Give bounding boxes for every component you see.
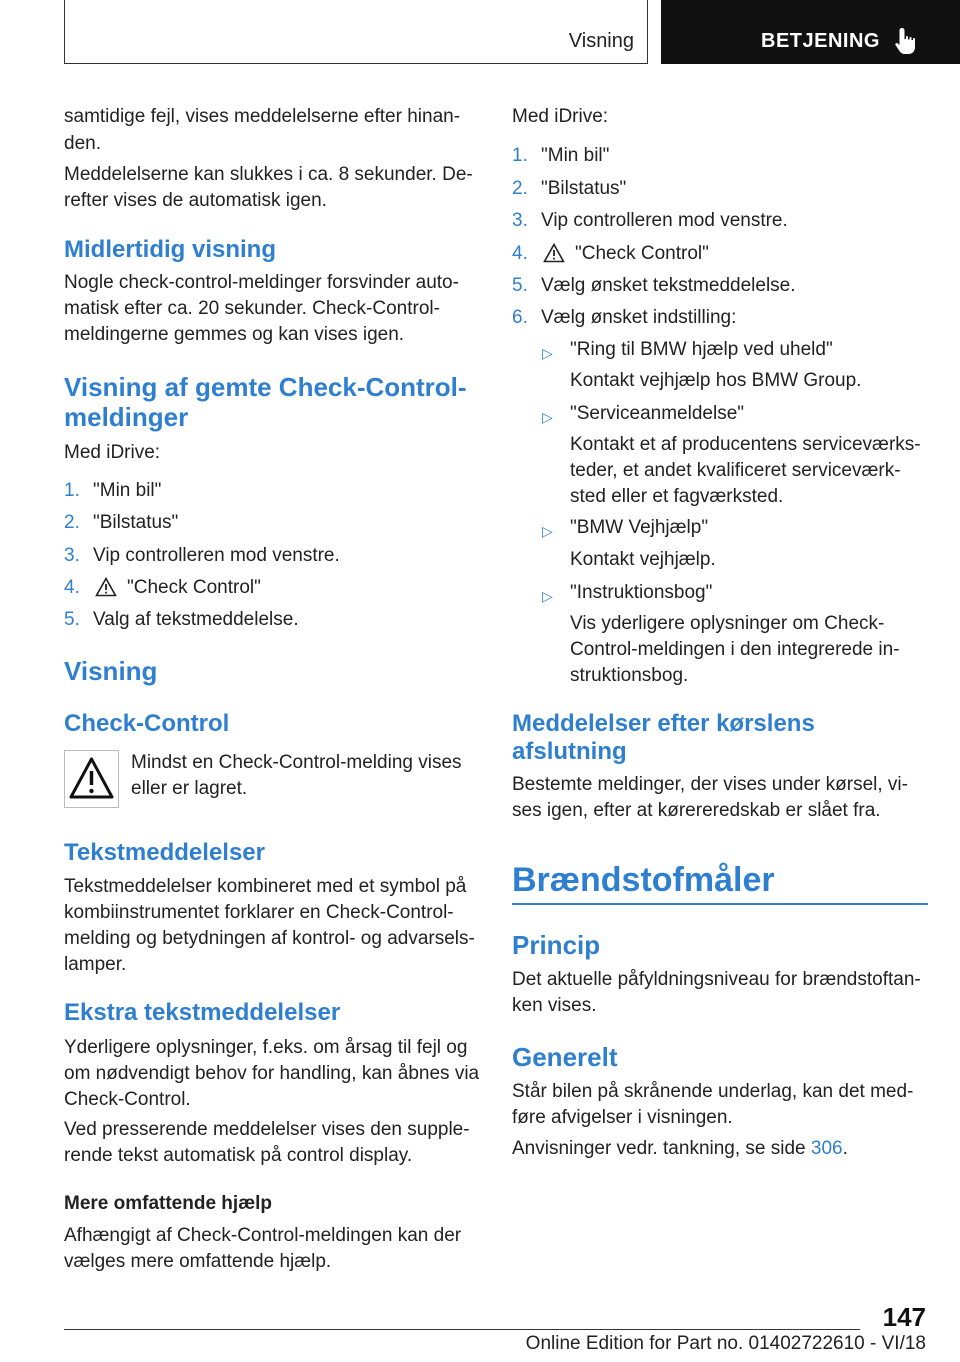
option-desc: Vis yderligere oplysninger om Check- xyxy=(570,613,885,634)
cc-line-1: Mindst en Check-Control-melding vises xyxy=(131,752,462,773)
step-text: "Min bil" xyxy=(541,145,610,166)
step-text: Valg af tekstmeddelelse. xyxy=(93,609,299,630)
page-number: 147 xyxy=(882,1302,926,1332)
warning-triangle-icon xyxy=(65,751,118,807)
medd-line-2: ses igen, efter at kørereredskab er slået fra. xyxy=(512,800,881,821)
intro-line-3: Meddelelserne kan slukkes i ca. 8 sekunder. De- xyxy=(64,164,473,185)
heading-gemte-2: meldinger xyxy=(64,402,189,432)
heading-midlertidig: Midlertidig visning xyxy=(64,236,277,263)
check-control-symbol xyxy=(64,750,119,808)
intro-line-4: refter vises de automatisk igen. xyxy=(64,190,327,211)
step-number: 2. xyxy=(512,178,528,199)
option-desc: struktionsbog. xyxy=(570,665,689,686)
heading-braendstofmaaler: Brændstofmåler xyxy=(512,861,775,899)
cc-line-2: eller er lagret. xyxy=(131,778,248,799)
option-desc: Kontakt et af producentens serviceværks- xyxy=(570,434,921,455)
option-desc: Kontakt vejhjælp. xyxy=(570,549,716,570)
tekst-line-1: Tekstmeddelelser kombineret med et symbol på xyxy=(64,876,467,897)
option-desc: teder, et andet kvalificeret serviceværk- xyxy=(570,460,901,481)
heading-tekstmeddelelser: Tekstmeddelelser xyxy=(64,839,265,866)
option-title: "BMW Vejhjælp" xyxy=(570,517,709,538)
heading-visning: Visning xyxy=(64,656,158,686)
hand-pointer-icon xyxy=(893,26,919,56)
princip-line-2: ken vises. xyxy=(512,995,597,1016)
option-title: "Serviceanmeldelse" xyxy=(570,403,745,424)
idrive-label-right: Med iDrive: xyxy=(512,106,609,127)
triangle-bullet-icon: ▷ xyxy=(542,588,553,604)
heading-generelt: Generelt xyxy=(512,1042,618,1072)
step-number: 3. xyxy=(64,545,80,566)
warning-triangle-icon xyxy=(95,577,117,597)
triangle-bullet-icon: ▷ xyxy=(542,345,553,361)
step-number: 6. xyxy=(512,307,528,328)
intro-line-1: samtidige fejl, vises meddelelserne efter hinan- xyxy=(64,106,461,127)
step-number: 5. xyxy=(512,275,528,296)
option-title: "Instruktionsbog" xyxy=(570,582,713,603)
step-text: Vælg ønsket indstilling: xyxy=(541,307,737,328)
ekstra-line-4: Ved presserende meddelelser vises den supple- xyxy=(64,1119,470,1140)
section-title: Visning xyxy=(568,30,634,52)
chapter-label: BETJENING xyxy=(761,30,880,52)
mere-line-1: Afhængigt af Check-Control-meldingen kan der xyxy=(64,1225,462,1246)
option-title: "Ring til BMW hjælp ved uheld" xyxy=(570,339,833,360)
gen-line-3: Anvisninger vedr. tankning, se side 306. xyxy=(512,1138,848,1159)
ekstra-line-3: Check-Control. xyxy=(64,1089,191,1110)
gen-line-2: føre afvigelser i visningen. xyxy=(512,1107,733,1128)
step-text: Vip controlleren mod venstre. xyxy=(93,545,340,566)
midl-line-3: meldingerne gemmes og kan vises igen. xyxy=(64,324,405,345)
step-number: 1. xyxy=(512,145,528,166)
midl-line-1: Nogle check-control-meldinger forsvinder auto- xyxy=(64,272,459,293)
ekstra-line-1: Yderligere oplysninger, f.eks. om årsag til fejl og xyxy=(64,1037,468,1058)
ekstra-line-5: rende tekst automatisk på control display. xyxy=(64,1145,413,1166)
heading-check-control: Check-Control xyxy=(64,710,230,737)
heading-ekstra: Ekstra tekstmeddelelser xyxy=(64,999,341,1026)
step-text: "Bilstatus" xyxy=(93,512,179,533)
tekst-line-4: lamper. xyxy=(64,954,127,975)
tekst-line-2: kombiinstrumentet forklarer en Check-Control- xyxy=(64,902,454,923)
intro-line-2: den. xyxy=(64,133,101,154)
step-text: "Bilstatus" xyxy=(541,178,627,199)
heading-princip: Princip xyxy=(512,930,601,960)
step-text: Vælg ønsket tekstmeddelelse. xyxy=(541,275,796,296)
triangle-bullet-icon: ▷ xyxy=(542,523,553,539)
warning-triangle-icon xyxy=(543,243,565,263)
midl-line-2: matisk efter ca. 20 sekunder. Check-Control- xyxy=(64,298,440,319)
option-desc: sted eller et fagværksted. xyxy=(570,486,784,507)
step-number: 4. xyxy=(64,577,80,598)
footer-edition: Online Edition for Part no. 01402722610 - VI/18 xyxy=(525,1333,926,1354)
ekstra-line-2: om nødvendigt behov for handling, kan åbnes via xyxy=(64,1063,480,1084)
footer-rule xyxy=(64,1329,860,1330)
gen-line-1: Står bilen på skrånende underlag, kan det med- xyxy=(512,1081,914,1102)
step-text: Vip controlleren mod venstre. xyxy=(541,210,788,231)
step-number: 3. xyxy=(512,210,528,231)
heading-gemte-1: Visning af gemte Check-Control- xyxy=(64,372,467,402)
section-rule xyxy=(512,903,928,905)
idrive-label-left: Med iDrive: xyxy=(64,442,161,463)
medd-line-1: Bestemte meldinger, der vises under kørsel, vi- xyxy=(512,774,908,795)
option-desc: Kontakt vejhjælp hos BMW Group. xyxy=(570,370,862,391)
page-reference-link[interactable]: 306 xyxy=(810,1138,843,1159)
heading-mere: Mere omfattende hjælp xyxy=(64,1193,272,1214)
princip-line-1: Det aktuelle påfyldningsniveau for brændstoftan- xyxy=(512,969,921,990)
step-text: "Min bil" xyxy=(93,480,162,501)
heading-meddelelser-1: Meddelelser efter kørslens xyxy=(512,710,815,737)
tekst-line-3: melding og betydningen af kontrol- og advarsels- xyxy=(64,928,475,949)
step-number: 2. xyxy=(64,512,80,533)
mere-line-2: vælges mere omfattende hjælp. xyxy=(64,1251,332,1272)
step-number: 1. xyxy=(64,480,80,501)
step-number: 5. xyxy=(64,609,80,630)
heading-meddelelser-2: afslutning xyxy=(512,738,627,765)
step-number: 4. xyxy=(512,243,528,264)
triangle-bullet-icon: ▷ xyxy=(542,409,553,425)
step-text: "Check Control" xyxy=(575,243,709,264)
step-text: "Check Control" xyxy=(127,577,261,598)
option-desc: Control-meldingen i den integrerede in- xyxy=(570,639,900,660)
